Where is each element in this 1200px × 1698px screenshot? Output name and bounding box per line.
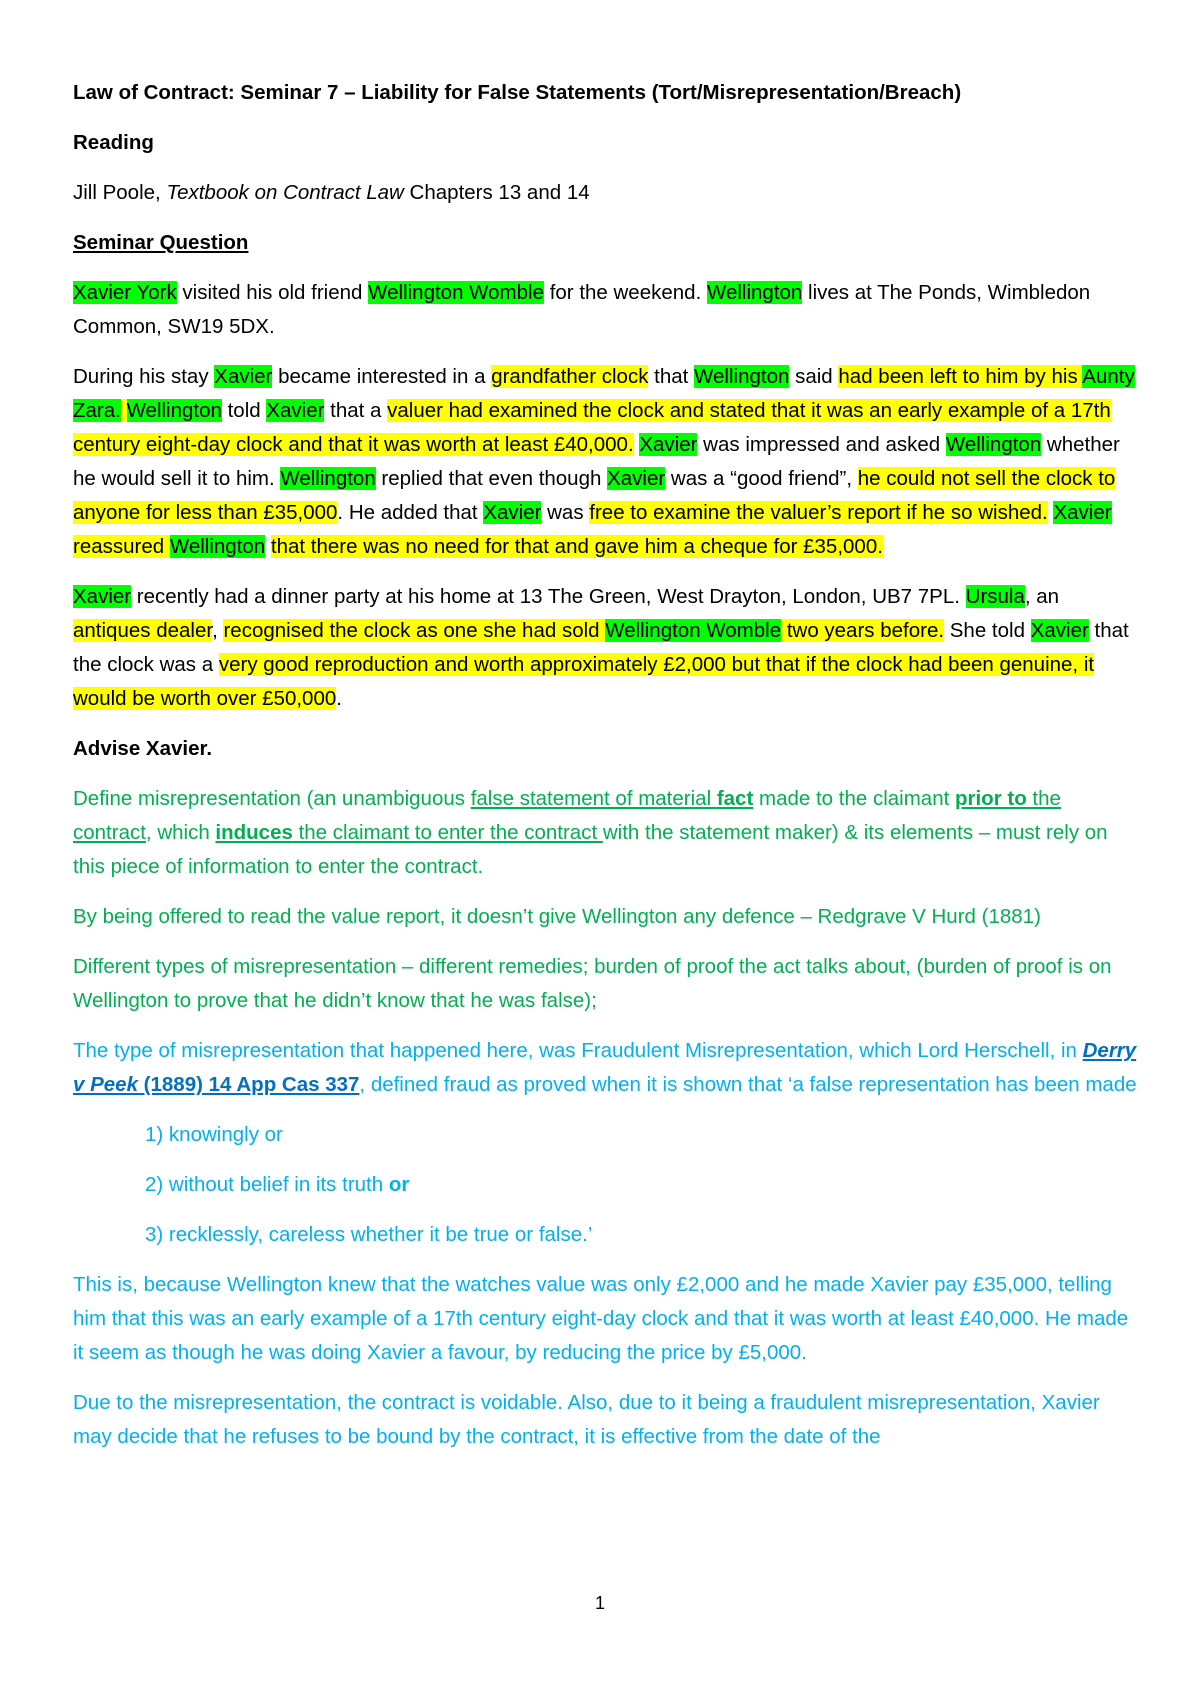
text-run: , <box>212 619 224 642</box>
underlined-text: the contract <box>73 787 1061 844</box>
highlight-name: Wellington <box>694 365 790 388</box>
text-run: , an <box>1024 585 1060 608</box>
highlight-name: Xavier York <box>73 281 177 304</box>
reading-chapters: Chapters 13 and 14 <box>403 181 590 204</box>
highlight-name: Xavier <box>1053 501 1112 524</box>
text-run: was a “good friend”, <box>665 467 858 490</box>
highlight-fact: recognised the clock as one she had sold <box>223 619 600 642</box>
text-run: became interested in a <box>272 365 492 388</box>
highlight-fact: free to examine the valuer’s report if he so wished. <box>589 501 1048 524</box>
question-paragraph-3 <box>73 580 1140 716</box>
highlight-name: Ursula <box>965 585 1025 608</box>
text-run: made to the claimant <box>753 787 955 810</box>
text-run: reassured <box>73 535 170 558</box>
underlined-text: false statement of material <box>470 787 717 810</box>
text-run: , which <box>145 821 216 844</box>
highlight-name: Xavier <box>73 585 132 608</box>
underlined-text: induces <box>215 821 293 844</box>
text-run: told <box>221 399 267 422</box>
highlight-name: Xavier <box>639 433 698 456</box>
text-run <box>121 399 127 422</box>
highlight-name: Wellington <box>280 467 376 490</box>
underlined-text: the claimant to enter the contract <box>292 821 603 844</box>
text-run: During his stay <box>73 365 215 388</box>
highlight-fact: grandfather clock <box>491 365 649 388</box>
highlight-name: Wellington <box>945 433 1042 456</box>
highlight-fact: valuer had examined the clock and stated that it was an early example of a 17th century eight-day clock and that it was worth at least £40,000. <box>73 399 1111 456</box>
highlight-fact: antiques dealer <box>73 619 213 642</box>
highlight-name: Wellington <box>706 281 803 304</box>
highlight-fact: two years before. <box>786 619 945 642</box>
text-run: that <box>648 365 695 388</box>
highlight-fact: had been left to him by his <box>838 365 1078 388</box>
answer-fraud-paragraph <box>73 1034 1140 1102</box>
highlight-name: Wellington <box>126 399 222 422</box>
reading-heading: Reading <box>73 131 154 154</box>
underlined-text: prior to <box>954 787 1027 810</box>
bold-text: or <box>388 1173 410 1196</box>
highlight-name: Wellington Womble <box>605 619 782 642</box>
reading-reference <box>73 176 1140 210</box>
text-run: whether he would sell it to him. <box>73 433 1120 490</box>
text-run: was <box>541 501 590 524</box>
text-run: , defined fraud as proved when it is shown that ‘a false representation has been made <box>359 1073 1137 1096</box>
highlight-name: Xavier <box>1030 619 1089 642</box>
text-run: 2) without belief in its truth <box>145 1173 389 1196</box>
question-paragraph-1 <box>73 276 1140 344</box>
text-run: . <box>336 687 342 710</box>
text-run: She told <box>944 619 1031 642</box>
text-run: that a <box>324 399 388 422</box>
case-citation-link[interactable]: (1889) 14 App Cas 337 <box>137 1073 360 1096</box>
highlight-name: Xavier <box>483 501 542 524</box>
highlight-name: Xavier <box>214 365 273 388</box>
text-run: with the statement maker) & its elements – must rely on this piece of information to enter the contract. <box>73 821 1108 878</box>
answer-defence-paragraph: By being offered to read the value report, it doesn’t give Wellington any defence – Redgrave V Hurd (1881) <box>73 905 1041 928</box>
text-run: that the clock was a <box>73 619 1129 676</box>
reading-book-title: Textbook on Contract Law <box>166 181 404 204</box>
reading-author: Jill Poole, <box>73 181 167 204</box>
text-run: said <box>789 365 839 388</box>
text-run: Define misrepresentation (an unambiguous <box>73 787 471 810</box>
highlight-name: Xavier <box>266 399 325 422</box>
text-run: was impressed and asked <box>697 433 946 456</box>
page-number: 1 <box>594 1593 605 1613</box>
text-run: The type of misrepresentation that happened here, was Fraudulent Misrepresentation, which Lord Herschell, in <box>73 1039 1083 1062</box>
list-item-1: 1) knowingly or <box>145 1123 283 1146</box>
text-run: for the weekend. <box>544 281 707 304</box>
highlight-name: Xavier <box>607 467 666 490</box>
text-run <box>781 619 787 642</box>
text-run: lives at The Ponds, Wimbledon Common, SW19 5DX. <box>73 281 1091 338</box>
list-item-3: 3) recklessly, careless whether it be true or false.’ <box>145 1223 593 1246</box>
answer-remedy-paragraph: Due to the misrepresentation, the contract is voidable. Also, due to it being a fraudulent misrepresentation, Xavier may decide that he refuses to be bound by the contract, it is effective from the date of the <box>73 1391 1100 1448</box>
question-paragraph-2 <box>73 360 1140 564</box>
text-run: recently had a dinner party at his home at 13 The Green, West Drayton, London, UB7 7PL. <box>131 585 966 608</box>
list-item-2 <box>73 1168 1140 1202</box>
answer-types-paragraph: Different types of misrepresentation – different remedies; burden of proof the act talks about, (burden of proof is on Wellington to prove that he didn’t know that he was false); <box>73 955 1112 1012</box>
advise-heading: Advise Xavier. <box>73 737 213 760</box>
question-heading-para <box>73 226 1140 260</box>
text-run: visited his old friend <box>176 281 369 304</box>
answer-reasoning-paragraph: This is, because Wellington knew that the watches value was only £2,000 and he made Xavier pay £35,000, telling him that this was an early example of a 17th century eight-day clock and that it was worth at least £40,000. He made it seem as though he was doing Xavier a favour, by reducing the price by £5,000. <box>73 1273 1129 1364</box>
text-run: replied that even though <box>375 467 608 490</box>
highlight-fact: he could not sell the clock to anyone for less than £35,000 <box>73 467 1116 524</box>
answer-definition-paragraph <box>73 782 1140 884</box>
question-heading: Seminar Question <box>73 231 249 254</box>
underlined-text: fact <box>716 787 754 810</box>
highlight-fact: very good reproduction and worth approximately £2,000 but that if the clock had been genuine, it would be worth over £50,000 <box>73 653 1095 710</box>
text-run: . He added that <box>337 501 484 524</box>
highlight-name: Aunty Zara. <box>73 365 1135 422</box>
document-title: Law of Contract: Seminar 7 – Liability for False Statements (Tort/Misrepresentation/Breach) <box>73 81 962 104</box>
highlight-fact: that there was no need for that and gave him a cheque for £35,000. <box>270 535 883 558</box>
highlight-name: Wellington <box>169 535 266 558</box>
case-link-derry-v-peek[interactable]: Derry v Peek <box>73 1039 1137 1096</box>
highlight-name: Wellington Womble <box>368 281 544 304</box>
